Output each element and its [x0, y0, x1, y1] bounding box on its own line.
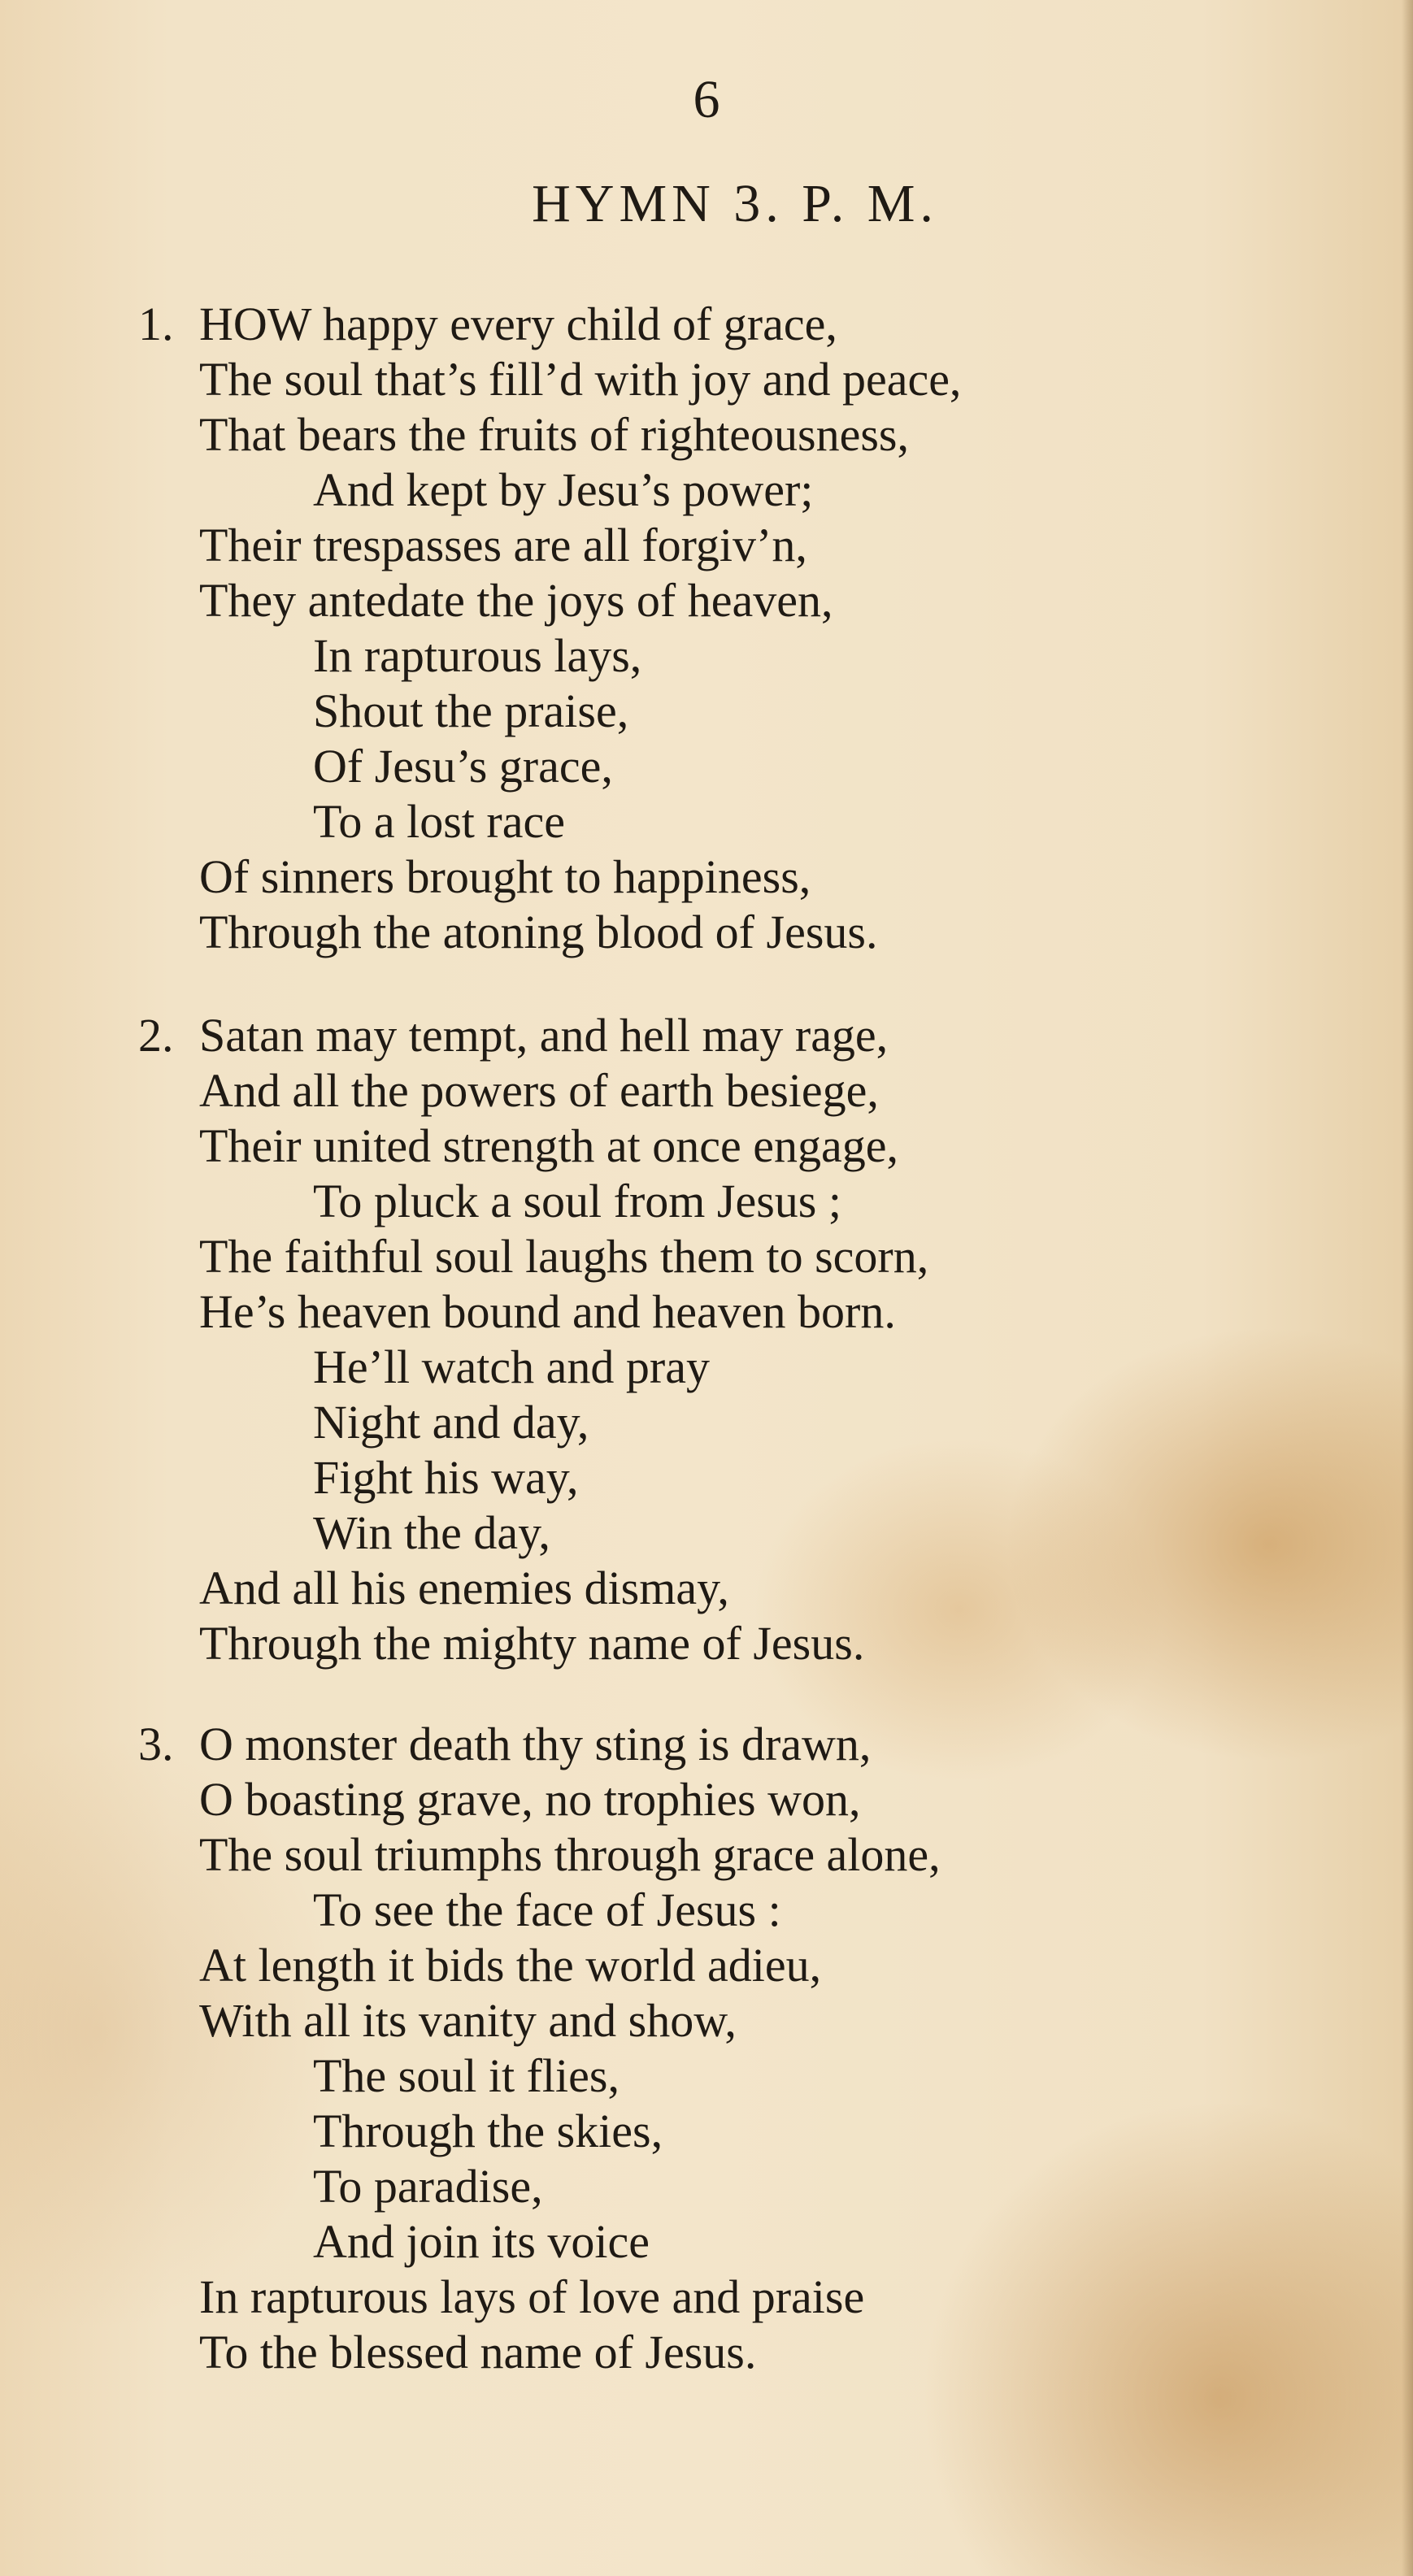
verse-line: At length it bids the world adieu,: [199, 1939, 822, 1992]
verse-line: He’s heaven bound and heaven born.: [199, 1285, 896, 1338]
verse-line: And all the powers of earth besiege,: [199, 1064, 879, 1117]
verse-line: Satan may tempt, and hell may rage,: [199, 1009, 889, 1062]
verse-line: Through the atoning blood of Jesus.: [199, 906, 878, 958]
verse-line: O monster death thy sting is drawn,: [199, 1718, 872, 1770]
verse-line: Their trespasses are all forgiv’n,: [199, 519, 807, 571]
hymn-title: HYMN 3. P. M.: [532, 174, 938, 233]
stanza-number: 1.: [138, 298, 174, 350]
verse-line: Their united strength at once engage,: [199, 1119, 899, 1172]
verse-line: O boasting grave, no trophies won,: [199, 1773, 861, 1826]
verse-line: Of sinners brought to happiness,: [199, 850, 811, 903]
verse-line: Fight his way,: [313, 1451, 579, 1504]
verse-line: To paradise,: [313, 2160, 543, 2213]
verse-line: The soul it flies,: [313, 2049, 620, 2102]
verse-line: He’ll watch and pray: [313, 1340, 710, 1393]
verse-line: Night and day,: [313, 1396, 589, 1449]
verse-line: In rapturous lays,: [313, 629, 642, 682]
verse-line: And join its voice: [313, 2215, 650, 2268]
verse-line: HOW happy every child of grace,: [199, 298, 837, 350]
verse-line: To see the face of Jesus :: [313, 1883, 781, 1936]
verse-line: The soul triumphs through grace alone,: [199, 1828, 941, 1881]
verse-line: Through the mighty name of Jesus.: [199, 1617, 865, 1670]
verse-line: The faithful soul laughs them to scorn,: [199, 1230, 929, 1283]
verse-line: That bears the fruits of righteousness,: [199, 408, 910, 461]
verse-line: They antedate the joys of heaven,: [199, 574, 833, 627]
verse-line: In rapturous lays of love and praise: [199, 2270, 865, 2323]
stanza-number: 3.: [138, 1718, 174, 1770]
verse-line: To pluck a soul from Jesus ;: [313, 1175, 841, 1227]
verse-line: The soul that’s fill’d with joy and peace,: [199, 353, 962, 406]
verse-line: Of Jesu’s grace,: [313, 740, 613, 793]
verse-line: And all his enemies dismay,: [199, 1562, 729, 1614]
verse-line: And kept by Jesu’s power;: [313, 463, 814, 516]
page-number: 6: [693, 70, 720, 129]
stanza-number: 2.: [138, 1009, 174, 1062]
verse-line: Shout the praise,: [313, 684, 629, 737]
verse-line: Win the day,: [313, 1506, 550, 1559]
verse-line: To a lost race: [313, 795, 565, 848]
verse-line: To the blessed name of Jesus.: [199, 2326, 757, 2378]
verse-line: With all its vanity and show,: [199, 1994, 737, 2047]
page-edge-shadow: [1402, 0, 1413, 2576]
verse-line: Through the skies,: [313, 2105, 663, 2157]
